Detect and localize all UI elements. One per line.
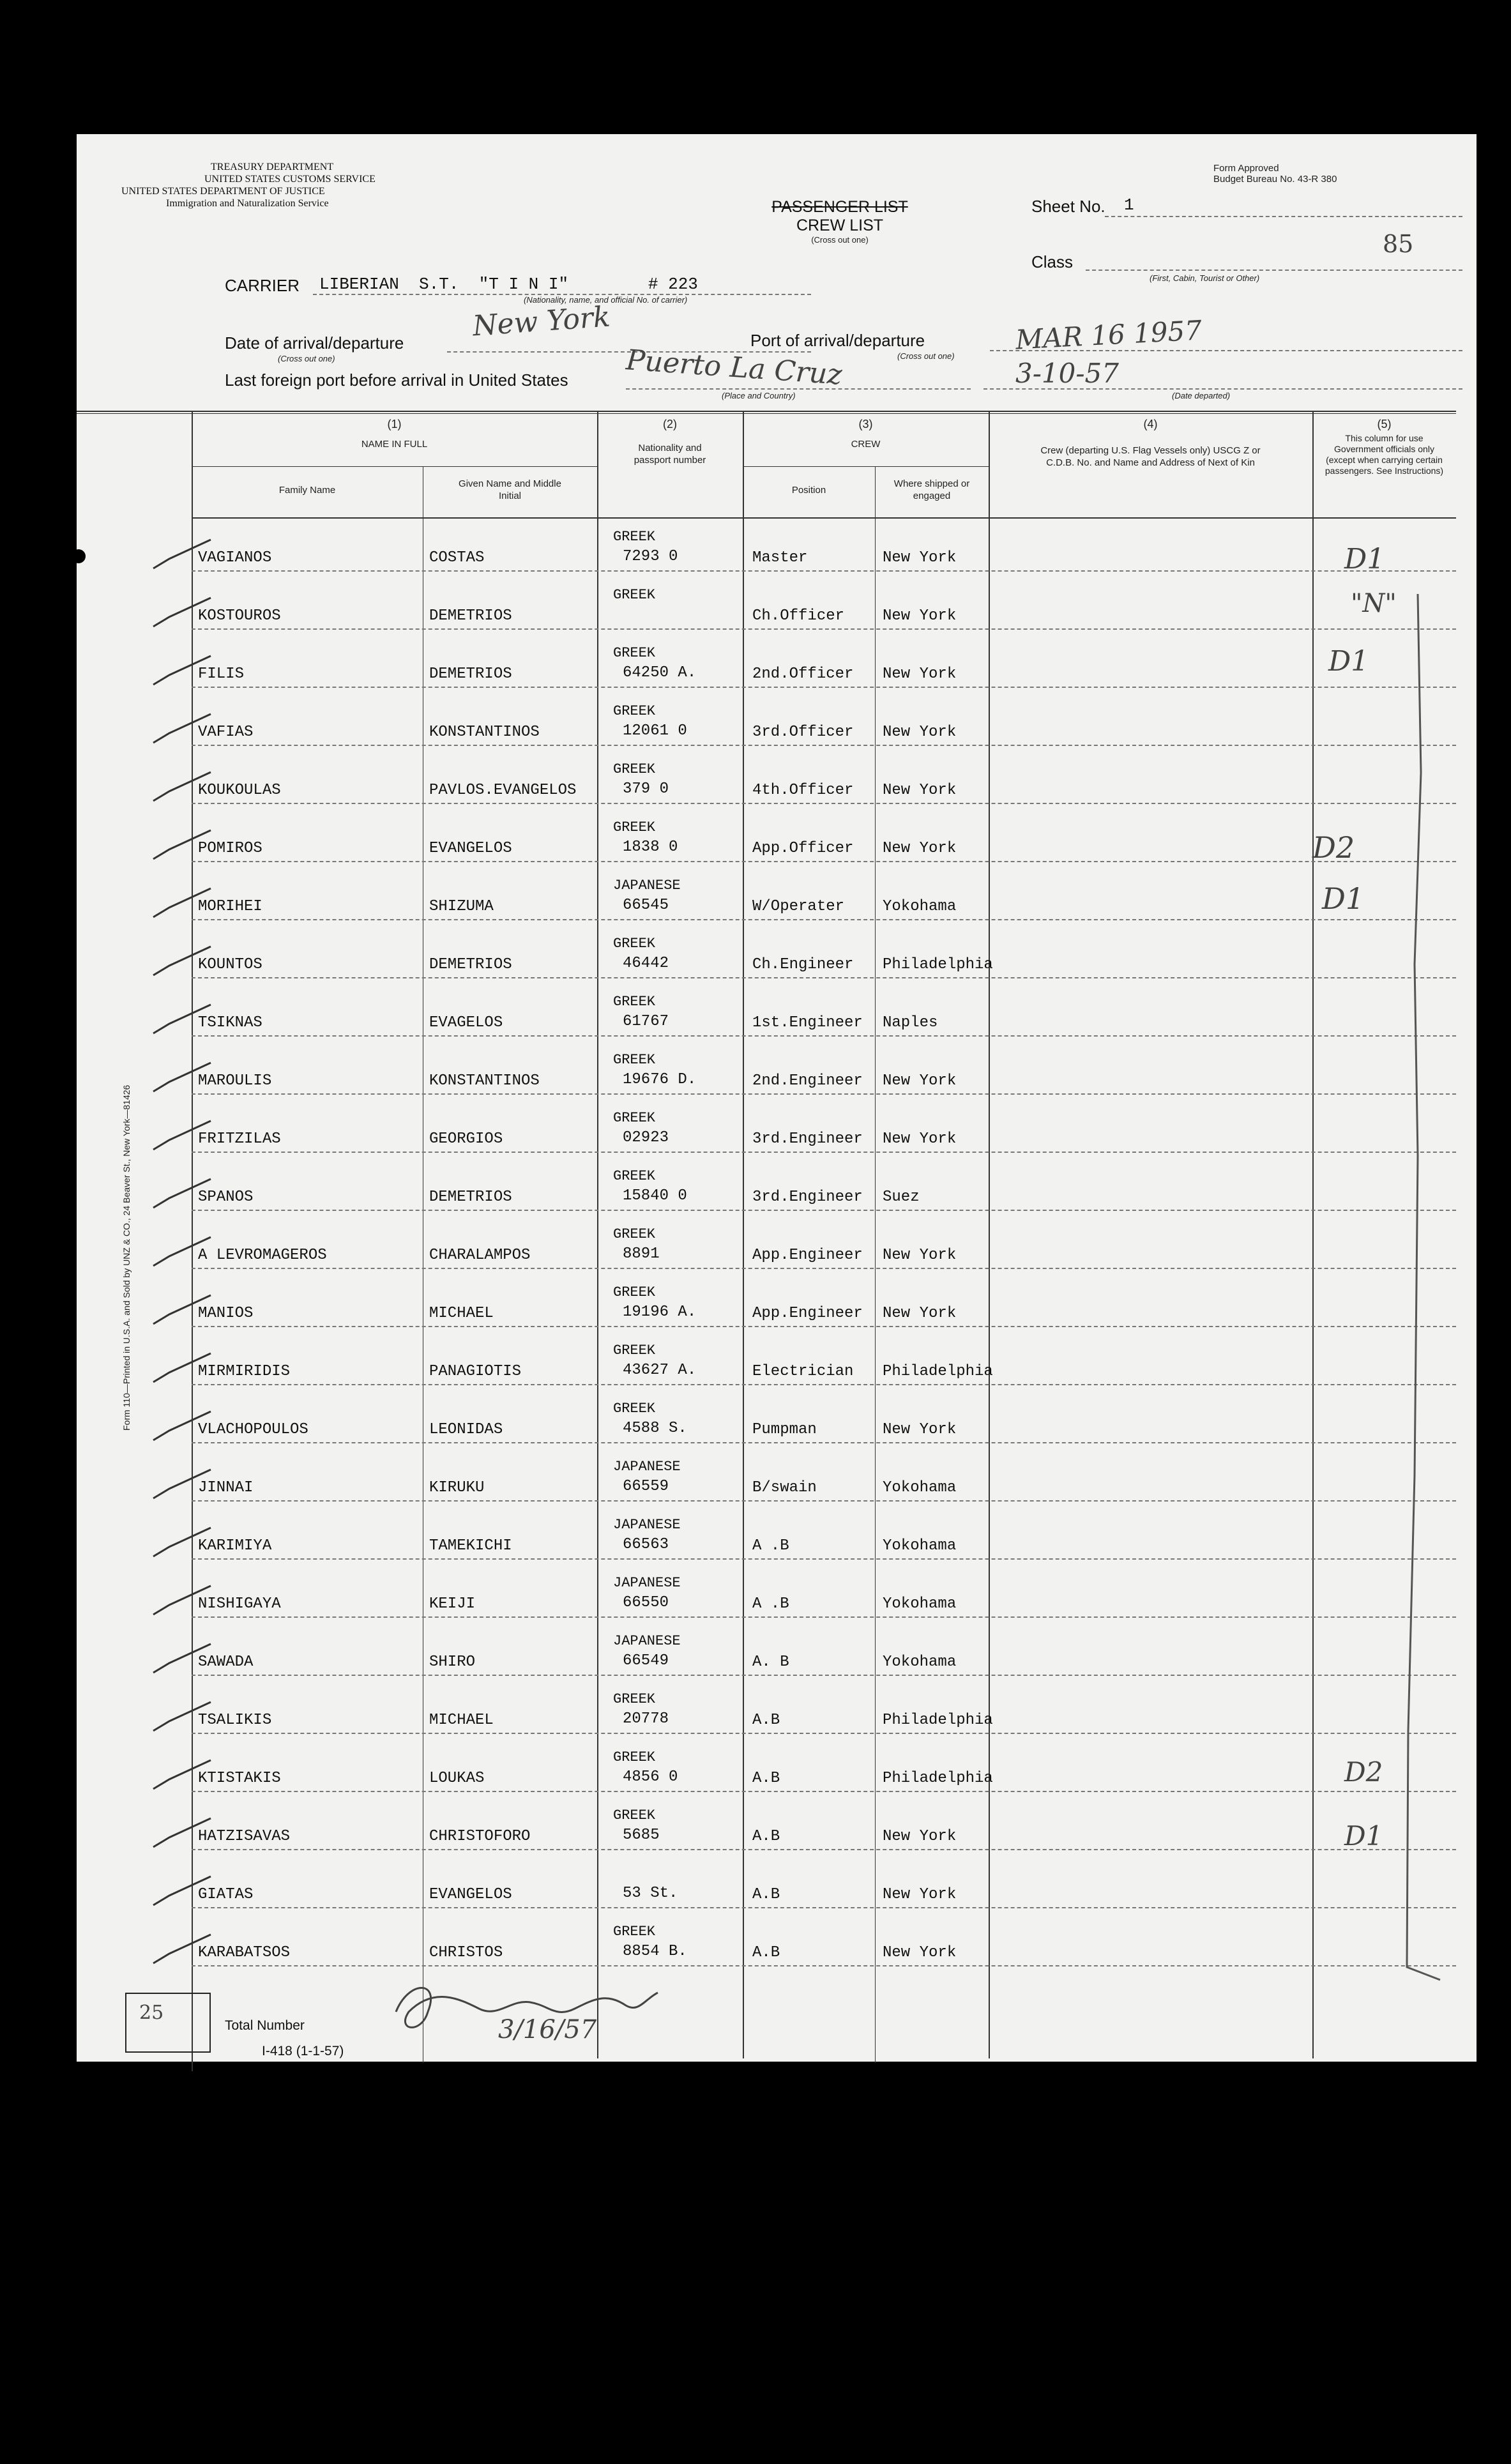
- check-mark: [153, 888, 211, 917]
- position: 3rd.Engineer: [752, 1130, 863, 1148]
- list-title: [734, 198, 945, 245]
- given-name: COSTAS: [429, 549, 485, 567]
- table-row: [77, 517, 1456, 575]
- row-rule: [192, 919, 1456, 920]
- nationality: GREEK: [613, 1110, 656, 1126]
- position: A .B: [752, 1537, 789, 1555]
- passport-number: 61767: [623, 1013, 669, 1030]
- family-name: NISHIGAYA: [198, 1595, 281, 1613]
- table-row: [77, 1563, 1456, 1622]
- col3-number: (3): [858, 418, 873, 430]
- where-shipped: Yokohama: [883, 1654, 957, 1671]
- nationality: JAPANESE: [613, 1517, 681, 1533]
- where-shipped: New York: [883, 1130, 957, 1148]
- mark-row-1: D1: [1344, 543, 1385, 575]
- family-name: POMIROS: [198, 840, 262, 857]
- passport-number: 379 0: [623, 780, 669, 798]
- where-shipped: New York: [883, 607, 957, 625]
- check-mark: [153, 1760, 211, 1789]
- where-shipped: New York: [883, 665, 957, 683]
- arrival-cross-hint: (Cross out one): [278, 354, 335, 363]
- where-shipped: New York: [883, 782, 957, 799]
- position: A.B: [752, 1770, 780, 1787]
- position: 2nd.Officer: [752, 665, 854, 683]
- check-mark: [153, 1063, 211, 1091]
- passport-number: 66550: [623, 1594, 669, 1611]
- family-name: KOUNTOS: [198, 956, 262, 973]
- nationality: GREEK: [613, 1342, 656, 1358]
- passport-number: 7293 0: [623, 548, 678, 565]
- given-name: PAVLOS.EVANGELOS: [429, 782, 577, 799]
- mark-row-23: D1: [1344, 1820, 1383, 1852]
- position: 1st.Engineer: [752, 1014, 863, 1031]
- table-row: [77, 1389, 1456, 1447]
- passport-number: 15840 0: [623, 1187, 687, 1205]
- check-mark: [153, 1353, 211, 1382]
- port-label: Port of arrival/departure: [750, 331, 925, 350]
- where-shipped: New York: [883, 549, 957, 567]
- budget-bureau-no: Budget Bureau No. 43-R 380: [1213, 174, 1337, 185]
- place-hint: (Place and Country): [722, 391, 796, 400]
- passport-number: 5685: [623, 1827, 660, 1844]
- last-port-handwriting: Puerto La Cruz: [625, 344, 844, 392]
- row-rule: [192, 1442, 1456, 1443]
- where-shipped: New York: [883, 1886, 957, 1903]
- given-name: KEIJI: [429, 1595, 476, 1613]
- col4-number: (4): [1143, 418, 1158, 430]
- given-name: CHARALAMPOS: [429, 1247, 531, 1264]
- mark-row-22: D2: [1344, 1756, 1383, 1788]
- position: W/Operater: [752, 898, 845, 915]
- where-shipped: Yokohama: [883, 1595, 957, 1613]
- passport-number: 4856 0: [623, 1768, 678, 1786]
- position: A.B: [752, 1712, 780, 1729]
- table-row: [77, 1738, 1456, 1796]
- nationality: JAPANESE: [613, 1633, 681, 1649]
- position: Pumpman: [752, 1421, 817, 1438]
- where-shipped: New York: [883, 1072, 957, 1090]
- sheet-line: [1105, 216, 1462, 217]
- check-mark: [153, 1876, 211, 1905]
- check-mark: [153, 1586, 211, 1615]
- table-row: [77, 1099, 1456, 1157]
- passport-number: 66549: [623, 1652, 669, 1669]
- table-row: [77, 1273, 1456, 1331]
- check-mark: [153, 540, 211, 568]
- where-shipped: New York: [883, 1247, 957, 1264]
- where-shipped: New York: [883, 1305, 957, 1322]
- passport-number: 19676 D.: [623, 1071, 697, 1088]
- row-rule: [192, 977, 1456, 978]
- position: App.Engineer: [752, 1305, 863, 1322]
- row-rule: [192, 1616, 1456, 1618]
- row-rule: [192, 1791, 1456, 1792]
- nationality: GREEK: [613, 936, 656, 952]
- given-name: TAMEKICHI: [429, 1537, 512, 1555]
- row-rule: [192, 745, 1456, 746]
- row-rule: [192, 861, 1456, 862]
- table-row: [77, 1680, 1456, 1738]
- nationality: GREEK: [613, 529, 656, 545]
- nationality: GREEK: [613, 1226, 656, 1242]
- col3-title: CREW: [851, 439, 881, 450]
- position: B/swain: [752, 1479, 817, 1496]
- row-rule: [192, 1152, 1456, 1153]
- col3-header: [743, 418, 989, 450]
- class-label: Class: [1031, 252, 1074, 271]
- dept-immigration: Immigration and Naturalization Service: [166, 198, 329, 209]
- given-name: KONSTANTINOS: [429, 1072, 540, 1090]
- form-code: I-418 (1-1-57): [262, 2044, 344, 2058]
- row-rule: [192, 1500, 1456, 1502]
- table-row: [77, 750, 1456, 808]
- where-shipped: Philadelphia: [883, 1363, 993, 1380]
- table-row: [77, 1854, 1456, 1912]
- given-name: CHRISTOFORO: [429, 1828, 531, 1845]
- passport-number: 43627 A.: [623, 1362, 697, 1379]
- where-shipped: Yokohama: [883, 1537, 957, 1555]
- table-row: [77, 982, 1456, 1040]
- table-top-rule-2: [77, 413, 1456, 414]
- table-row: [77, 1215, 1456, 1273]
- nationality: JAPANESE: [613, 1575, 681, 1591]
- row-rule: [192, 1035, 1456, 1037]
- row-rule: [192, 1907, 1456, 1908]
- department-block: [121, 161, 376, 209]
- where-shipped: New York: [883, 724, 957, 741]
- where-shipped: Philadelphia: [883, 1712, 993, 1729]
- table-row: [77, 808, 1456, 866]
- given-name: EVANGELOS: [429, 1886, 512, 1903]
- given-name: SHIZUMA: [429, 898, 494, 915]
- corner-number: 85: [1383, 230, 1414, 258]
- row-rule: [192, 1268, 1456, 1269]
- family-name: HATZISAVAS: [198, 1828, 291, 1845]
- col4-title: Crew (departing U.S. Flag Vessels only) USCG Z or C.D.B. No. and Name and Address of Next of Kin: [1040, 445, 1261, 468]
- where-shipped: Yokohama: [883, 898, 957, 915]
- family-name: KOUKOULAS: [198, 782, 281, 799]
- where-shipped: New York: [883, 1944, 957, 1961]
- position-header: Position: [791, 485, 826, 496]
- col4-header: [989, 418, 1312, 469]
- family-name: GIATAS: [198, 1886, 254, 1903]
- position: A .B: [752, 1595, 789, 1613]
- position: Ch.Officer: [752, 607, 845, 625]
- row-rule: [192, 570, 1456, 572]
- family-name: MORIHEI: [198, 898, 262, 915]
- family-name: MANIOS: [198, 1305, 254, 1322]
- class-hint: (First, Cabin, Tourist or Other): [1150, 273, 1260, 283]
- last-port-line: [626, 388, 971, 390]
- family-name: KOSTOUROS: [198, 607, 281, 625]
- dept-customs: UNITED STATES CUSTOMS SERVICE: [204, 174, 376, 185]
- col2-number: (2): [663, 418, 677, 430]
- row-rule: [192, 1965, 1456, 1966]
- position: 3rd.Officer: [752, 724, 854, 741]
- col1-title: NAME IN FULL: [361, 439, 428, 450]
- passport-number: 02923: [623, 1129, 669, 1146]
- passport-number: 8891: [623, 1245, 660, 1263]
- given-name: MICHAEL: [429, 1305, 494, 1322]
- given-name: DEMETRIOS: [429, 665, 512, 683]
- nationality: GREEK: [613, 1168, 656, 1184]
- carrier-label: CARRIER: [225, 276, 300, 295]
- row-rule: [192, 1384, 1456, 1385]
- position: A.B: [752, 1828, 780, 1845]
- nationality: GREEK: [613, 645, 656, 661]
- check-mark: [153, 1935, 211, 1963]
- family-name: TSALIKIS: [198, 1712, 272, 1729]
- mark-row-7: D1: [1322, 881, 1365, 916]
- port-line: [990, 350, 1462, 351]
- cross-out-hint: (Cross out one): [811, 235, 869, 245]
- date-departed-hint: (Date departed): [1172, 391, 1231, 400]
- where-shipped: Yokohama: [883, 1479, 957, 1496]
- table-row: [77, 924, 1456, 982]
- punch-hole: [72, 549, 86, 563]
- sheet-label: Sheet No.: [1031, 197, 1105, 216]
- position: Electrician: [752, 1363, 854, 1380]
- nationality: GREEK: [613, 1284, 656, 1300]
- table-row: [77, 1622, 1456, 1680]
- check-mark: [153, 1005, 211, 1033]
- position: Master: [752, 549, 808, 567]
- position: App.Officer: [752, 840, 854, 857]
- table-row: [77, 1157, 1456, 1215]
- check-mark: [153, 1470, 211, 1498]
- mark-row-3: D1: [1328, 645, 1369, 678]
- col1-header: [192, 418, 597, 450]
- crew-list-title: CREW LIST: [796, 217, 884, 234]
- col5-header: [1312, 418, 1456, 476]
- arrival-handwriting: New York: [471, 300, 612, 343]
- where-shipped: New York: [883, 840, 957, 857]
- col5-title: This column for use Government officials only (except when carrying certain passengers. See Instructions): [1325, 433, 1444, 476]
- row-rule: [192, 1733, 1456, 1734]
- signature-date: 3/16/57: [498, 2015, 597, 2044]
- form-approved: [1213, 163, 1337, 185]
- where-shipped: New York: [883, 1421, 957, 1438]
- passport-number: 8854 B.: [623, 1943, 687, 1960]
- check-mark: [153, 1295, 211, 1324]
- nationality: GREEK: [613, 587, 656, 603]
- family-name: FILIS: [198, 665, 245, 683]
- check-mark: [153, 1528, 211, 1556]
- row-rule: [192, 628, 1456, 630]
- passport-number: 66563: [623, 1536, 669, 1553]
- position: App.Engineer: [752, 1247, 863, 1264]
- table-row: [77, 1447, 1456, 1505]
- position: 2nd.Engineer: [752, 1072, 863, 1090]
- table-row: [77, 1796, 1456, 1854]
- left-margin-checkmarks: [140, 517, 217, 2063]
- where-shipped: New York: [883, 1828, 957, 1845]
- check-mark: [153, 1237, 211, 1266]
- class-line: [1086, 270, 1462, 271]
- table-row: [77, 1331, 1456, 1389]
- passport-number: 66559: [623, 1478, 669, 1495]
- table-row: [77, 1040, 1456, 1099]
- check-mark: [153, 598, 211, 627]
- table-row: [77, 1912, 1456, 1970]
- family-name: A LEVROMAGEROS: [198, 1247, 327, 1264]
- printer-side-text: Form 110—Printed in U.S.A. and Sold by UNZ & CO., 24 Beaver St., New York—81426: [121, 1084, 132, 1431]
- position: A.B: [752, 1944, 780, 1961]
- where-shipped: Philadelphia: [883, 956, 993, 973]
- nationality: JAPANESE: [613, 1459, 681, 1475]
- given-name: PANAGIOTIS: [429, 1363, 522, 1380]
- family-name: MIRMIRIDIS: [198, 1363, 291, 1380]
- family-name: KARIMIYA: [198, 1537, 272, 1555]
- family-name: MAROULIS: [198, 1072, 272, 1090]
- row-rule: [192, 687, 1456, 688]
- where-shipped: Philadelphia: [883, 1770, 993, 1787]
- position: 4th.Officer: [752, 782, 854, 799]
- family-name: VAFIAS: [198, 724, 254, 741]
- column5-pen-strokes: [1312, 517, 1459, 2063]
- passport-number: 4588 S.: [623, 1420, 687, 1437]
- position: A. B: [752, 1654, 789, 1671]
- position: A.B: [752, 1886, 780, 1903]
- col1-number: (1): [387, 418, 402, 430]
- passport-number: 20778: [623, 1710, 669, 1728]
- nationality: GREEK: [613, 1691, 656, 1707]
- nationality: GREEK: [613, 761, 656, 777]
- nationality: GREEK: [613, 1749, 656, 1765]
- family-name: FRITZILAS: [198, 1130, 281, 1148]
- table-row: [77, 1505, 1456, 1563]
- where-shipped: Naples: [883, 1014, 938, 1031]
- nationality: GREEK: [613, 1052, 656, 1068]
- last-port-label: Last foreign port before arrival in United States: [225, 370, 568, 390]
- shipped-header: Where shipped or engaged: [893, 478, 970, 501]
- family-name: SAWADA: [198, 1654, 254, 1671]
- passport-number: 12061 0: [623, 722, 687, 740]
- check-mark: [153, 1702, 211, 1731]
- date-departed-line: [983, 388, 1462, 390]
- port-cross-hint: (Cross out one): [897, 351, 955, 361]
- table-row: [77, 634, 1456, 692]
- table-top-rule: [77, 411, 1456, 412]
- row-rule: [192, 1558, 1456, 1560]
- given-name: KIRUKU: [429, 1479, 485, 1496]
- check-mark: [153, 772, 211, 801]
- check-mark: [153, 1818, 211, 1847]
- nationality: GREEK: [613, 1401, 656, 1417]
- given-name: GEORGIOS: [429, 1130, 503, 1148]
- passport-number: 64250 A.: [623, 664, 697, 681]
- passport-number: 53 St.: [623, 1885, 678, 1902]
- check-mark: [153, 656, 211, 685]
- where-shipped: Suez: [883, 1189, 920, 1206]
- nationality: GREEK: [613, 994, 656, 1010]
- given-name: MICHAEL: [429, 1712, 494, 1729]
- family-name: SPANOS: [198, 1189, 254, 1206]
- nationality: GREEK: [613, 703, 656, 719]
- nationality: JAPANESE: [613, 878, 681, 894]
- passport-number: 46442: [623, 955, 669, 972]
- total-box: [125, 1993, 211, 2053]
- check-mark: [153, 1411, 211, 1440]
- check-mark: [153, 1179, 211, 1208]
- nationality: GREEK: [613, 1924, 656, 1940]
- passport-number: 19196 A.: [623, 1304, 697, 1321]
- given-name: LOUKAS: [429, 1770, 485, 1787]
- given-name: DEMETRIOS: [429, 607, 512, 625]
- port-handwriting: MAR 16 1957: [1014, 314, 1203, 356]
- given-name: DEMETRIOS: [429, 1189, 512, 1206]
- sheet-number: 1: [1124, 195, 1134, 215]
- nationality: GREEK: [613, 819, 656, 835]
- passenger-list-title: PASSENGER LIST: [771, 198, 908, 216]
- arrival-label: Date of arrival/departure: [225, 333, 404, 353]
- check-mark: [153, 1644, 211, 1673]
- family-name: KARABATSOS: [198, 1944, 291, 1961]
- nationality: GREEK: [613, 1807, 656, 1823]
- date-departed-handwriting: 3-10-57: [1015, 358, 1119, 389]
- family-name: VAGIANOS: [198, 549, 272, 567]
- carrier-hint: (Nationality, name, and official No. of carrier): [524, 295, 688, 305]
- position: 3rd.Engineer: [752, 1189, 863, 1206]
- dept-justice: UNITED STATES DEPARTMENT OF JUSTICE: [121, 186, 325, 197]
- row-rule: [192, 1210, 1456, 1211]
- check-mark: [153, 947, 211, 975]
- position: Ch.Engineer: [752, 956, 854, 973]
- check-mark: [153, 830, 211, 859]
- table-row: [77, 866, 1456, 924]
- passport-number: 66545: [623, 897, 669, 914]
- given-name: EVAGELOS: [429, 1014, 503, 1031]
- row-rule: [192, 1849, 1456, 1850]
- mark-row-2: "N": [1351, 589, 1397, 618]
- family-name: KTISTAKIS: [198, 1770, 281, 1787]
- row-rule: [192, 803, 1456, 804]
- given-name: EVANGELOS: [429, 840, 512, 857]
- given-name: DEMETRIOS: [429, 956, 512, 973]
- form-approved-label: Form Approved: [1213, 163, 1279, 174]
- family-name: VLACHOPOULOS: [198, 1421, 308, 1438]
- col2-header: [597, 418, 743, 466]
- col5-number: (5): [1377, 418, 1392, 430]
- family-name-header: Family Name: [278, 485, 336, 496]
- crew-list-form: [77, 134, 1477, 2062]
- given-name-header: Given Name and Middle Initial: [459, 478, 561, 501]
- col2-title: Nationality and passport number: [634, 443, 706, 466]
- dept-treasury: TREASURY DEPARTMENT: [211, 162, 334, 172]
- family-name: TSIKNAS: [198, 1014, 262, 1031]
- row-rule: [192, 1326, 1456, 1327]
- total-label: Total Number: [225, 2018, 305, 2033]
- name-subhead-rule: [192, 466, 597, 467]
- check-mark: [153, 1121, 211, 1150]
- mark-row-6: D2: [1312, 830, 1355, 865]
- carrier-value: LIBERIAN S.T. "T I N I" # 223: [319, 275, 698, 294]
- family-name: JINNAI: [198, 1479, 254, 1496]
- total-number: 25: [139, 2002, 164, 2024]
- table-row: [77, 575, 1456, 634]
- given-name: SHIRO: [429, 1654, 476, 1671]
- crew-subhead-rule: [743, 466, 989, 467]
- given-name: KONSTANTINOS: [429, 724, 540, 741]
- passport-number: 1838 0: [623, 839, 678, 856]
- check-mark: [153, 714, 211, 743]
- row-rule: [192, 1093, 1456, 1095]
- given-name: LEONIDAS: [429, 1421, 503, 1438]
- table-row: [77, 692, 1456, 750]
- given-name: CHRISTOS: [429, 1944, 503, 1961]
- row-rule: [192, 1675, 1456, 1676]
